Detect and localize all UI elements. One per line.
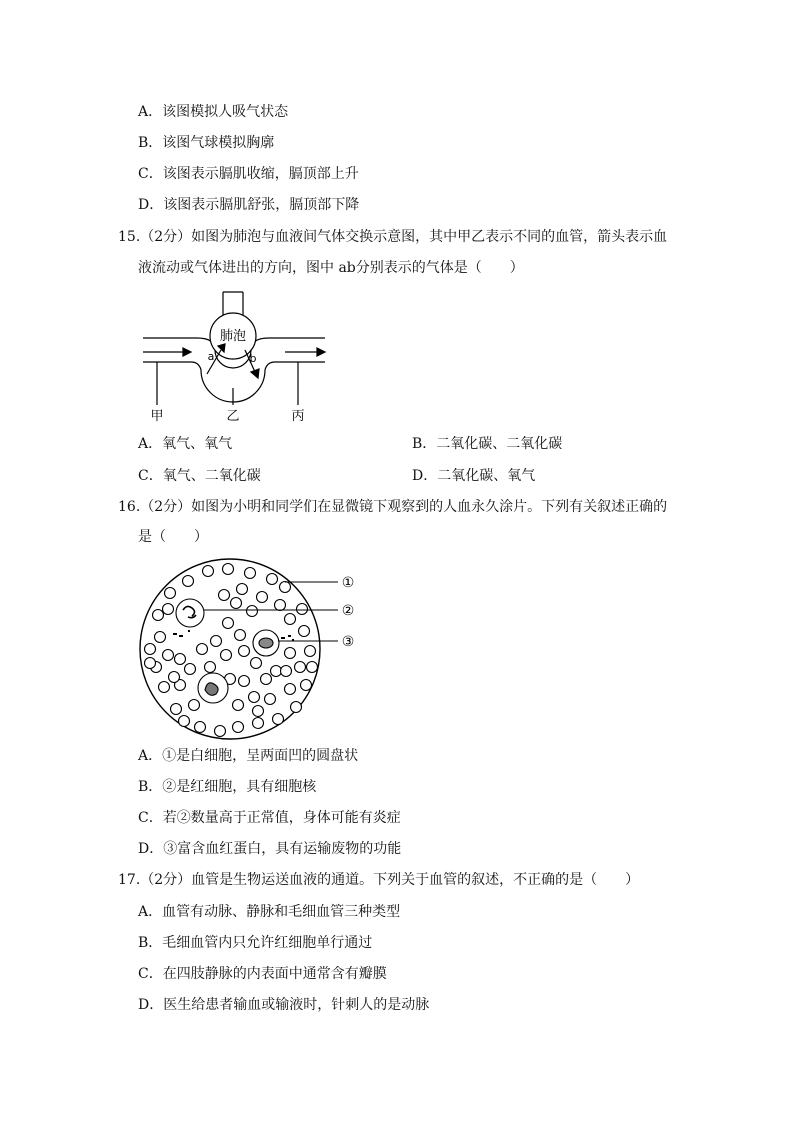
red-blood-cell — [253, 718, 264, 729]
alveolus-label: 肺泡 — [219, 329, 247, 344]
red-blood-cell — [273, 714, 284, 725]
red-blood-cell — [280, 582, 291, 593]
red-blood-cell — [171, 704, 182, 715]
platelet — [288, 635, 291, 637]
red-blood-cell — [175, 654, 186, 665]
red-blood-cell — [197, 644, 208, 655]
vessel-left-label: 甲 — [150, 409, 164, 424]
red-blood-cell — [291, 702, 302, 713]
q16-option-d: D．③富含血红蛋白，具有运输废物的功能 — [138, 841, 402, 857]
red-blood-cell — [237, 584, 248, 595]
red-blood-cell — [233, 722, 244, 733]
red-blood-cell — [301, 680, 312, 691]
red-blood-cell — [211, 636, 222, 647]
platelet — [281, 637, 285, 639]
red-blood-cell — [267, 574, 278, 585]
q14-option-a: A．该图模拟人吸气状态 — [138, 104, 289, 120]
label2: ② — [341, 603, 355, 619]
q17-option-c: C．在四肢静脉的内表面中通常含有瓣膜 — [138, 966, 387, 982]
red-blood-cell — [281, 666, 292, 677]
red-blood-cell — [223, 564, 234, 575]
red-blood-cell — [205, 662, 216, 673]
red-blood-cell — [295, 662, 306, 673]
red-blood-cell — [159, 682, 170, 693]
q15-option-c: C．氧气、二氧化碳 — [138, 468, 261, 484]
red-blood-cell — [169, 672, 180, 683]
red-blood-cell — [219, 590, 230, 601]
red-blood-cell — [215, 726, 226, 737]
red-blood-cell — [285, 684, 296, 695]
blood-smear-diagram — [138, 555, 368, 745]
red-blood-cell — [221, 650, 232, 661]
red-blood-cell — [145, 644, 156, 655]
red-blood-cell — [145, 658, 156, 669]
red-blood-cell — [249, 692, 260, 703]
red-blood-cell — [307, 662, 318, 673]
red-blood-cell — [231, 598, 242, 609]
q14-option-d: D．该图表示膈肌舒张，膈顶部下降 — [138, 197, 360, 213]
arrow-a-label: a — [207, 350, 215, 363]
red-blood-cell — [165, 588, 176, 599]
platelet — [173, 633, 177, 635]
white-blood-cell — [176, 599, 204, 627]
red-blood-cell — [235, 630, 246, 641]
red-blood-cell — [155, 632, 166, 643]
q14-option-c: C．该图表示膈肌收缩，膈顶部上升 — [138, 166, 359, 182]
red-blood-cell — [297, 604, 308, 615]
red-blood-cell — [299, 626, 310, 637]
q14-option-b: B．该图气球模拟胸廓 — [138, 135, 275, 151]
q15-option-d: D．二氧化碳、氧气 — [412, 468, 536, 484]
red-blood-cell — [179, 716, 190, 727]
q16-stem-line2: 是（ ） — [138, 529, 208, 545]
red-blood-cell — [285, 648, 296, 659]
q15-option-a: A．氧气、氧气 — [138, 436, 233, 452]
red-blood-cell — [257, 592, 268, 603]
q16-option-c: C．若②数量高于正常值，身体可能有炎症 — [138, 810, 401, 826]
red-blood-cell — [305, 646, 316, 657]
red-blood-cell — [239, 646, 250, 657]
label3: ③ — [341, 634, 355, 650]
arrow-b-label: b — [249, 352, 257, 365]
q15-option-b: B．二氧化碳、二氧化碳 — [412, 436, 563, 452]
red-blood-cell — [285, 614, 296, 625]
red-blood-cell — [153, 610, 164, 621]
q16-option-b: B．②是红细胞，具有细胞核 — [138, 779, 317, 795]
red-blood-cell — [223, 618, 234, 629]
red-blood-cell — [271, 666, 282, 677]
red-blood-cell — [245, 568, 256, 579]
red-blood-cell — [251, 658, 262, 669]
red-blood-cell — [163, 604, 174, 615]
alveolus-gas-exchange-diagram — [135, 288, 350, 428]
red-blood-cell — [185, 664, 196, 675]
label1: ① — [341, 575, 355, 591]
platelet — [188, 630, 190, 632]
red-blood-cell — [253, 706, 264, 717]
q15-stem-line1: 15.（2分）如图为肺泡与血液间气体交换示意图，其中甲乙表示不同的血管，箭头表示血 — [118, 229, 668, 245]
red-blood-cell — [189, 700, 200, 711]
platelet — [179, 635, 183, 637]
red-blood-cell — [183, 576, 194, 587]
red-blood-cell — [247, 606, 258, 617]
q17-stem: 17.（2分）血管是生物运送血液的通道。下列关于血管的叙述，不正确的是（ ） — [118, 872, 640, 888]
q15-stem-line2: 液流动或气体进出的方向，图中 ab分别表示的气体是（ ） — [138, 260, 524, 276]
q16-stem-line1: 16.（2分）如图为小明和同学们在显微镜下观察到的人血永久涂片。下列有关叙述正确的 — [118, 499, 668, 515]
red-blood-cell — [265, 694, 276, 705]
vessel-mid-label: 乙 — [226, 409, 240, 424]
red-blood-cell — [239, 676, 250, 687]
q17-option-a: A．血管有动脉、静脉和毛细血管三种类型 — [138, 904, 401, 920]
red-blood-cell — [195, 722, 206, 733]
white-cell-nucleus — [259, 638, 273, 648]
red-blood-cell — [275, 600, 286, 611]
red-blood-cell — [261, 674, 272, 685]
q17-option-d: D．医生给患者输血或输液时，针刺人的是动脉 — [138, 997, 430, 1013]
vessel-right-label: 丙 — [291, 409, 305, 424]
red-blood-cell — [233, 700, 244, 711]
red-blood-cell — [203, 566, 214, 577]
q16-option-a: A．①是白细胞，呈两面凹的圆盘状 — [138, 748, 359, 764]
q17-option-b: B．毛细血管内只允许红细胞单行通过 — [138, 935, 373, 951]
red-blood-cell — [163, 650, 174, 661]
